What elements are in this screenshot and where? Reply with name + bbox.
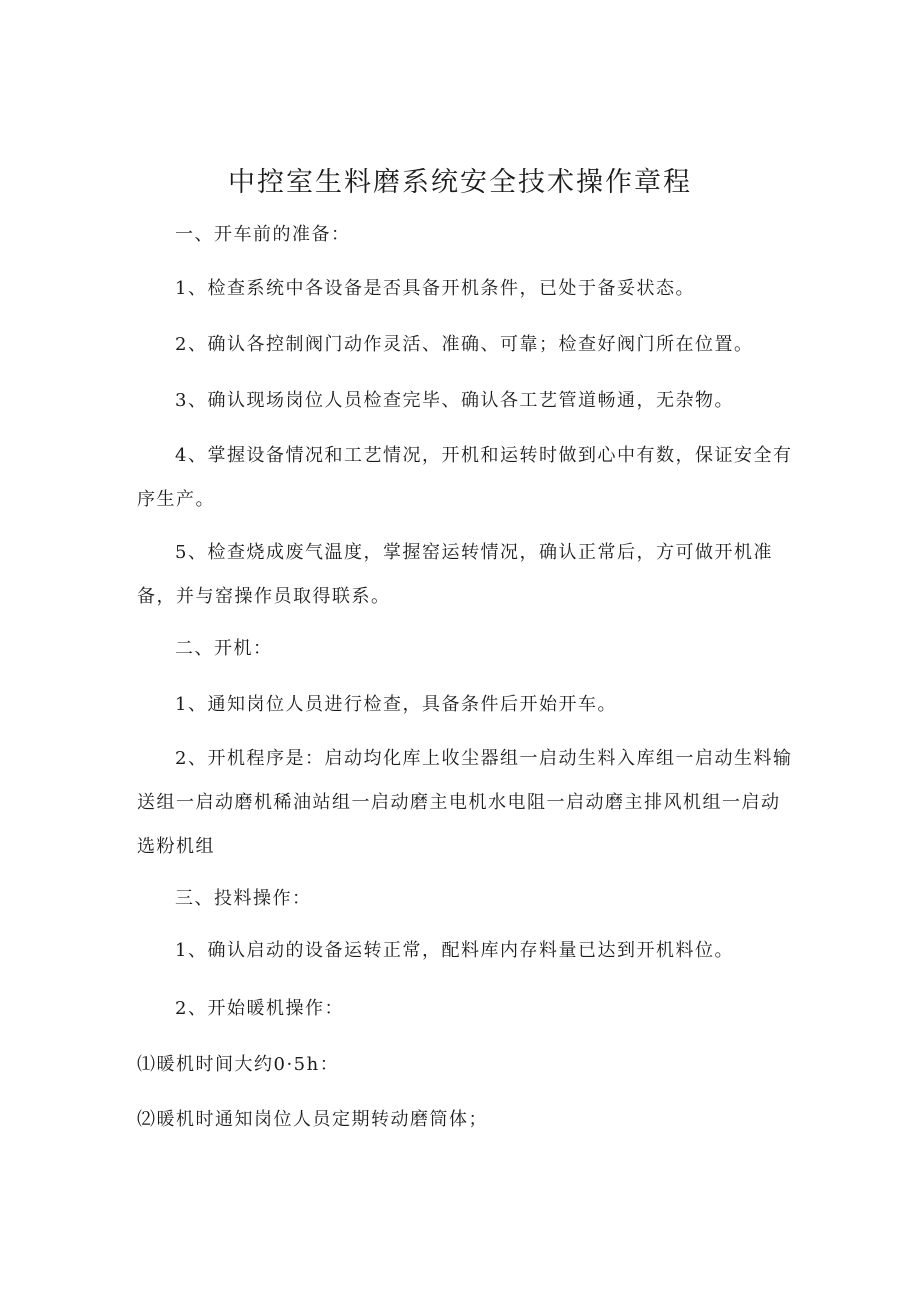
section-heading-prep: 一、开车前的准备： [175,224,351,245]
paragraph-feed-1: 1、确认启动的设备运转正常，配料库内存料量已达到开机料位。 [175,940,734,961]
paragraph-prep-1: 1、检查系统中各设备是否具备开机条件，已处于备妥状态。 [175,278,695,299]
document-title: 中控室生料磨系统安全技术操作章程 [228,167,692,198]
section-heading-feed: 三、投料操作： [175,888,312,909]
paragraph-prep-5: 5、检查烧成废气温度，掌握窑运转情况，确认正常后，方可做开机准备，并与窑操作员取得联系。 [137,542,773,607]
paragraph-start-2: 2、开机程序是：启动均化库上收尘器组一启动生料入库组一启动生料输送组一启动磨机稀油站组一启动磨主电机水电阻一启动磨主排风机组一启动选粉机组 [137,748,793,857]
paragraph-prep-4: 4、掌握设备情况和工艺情况，开机和运转时做到心中有数，保证安全有序生产。 [137,445,793,510]
paragraph-prep-2: 2、确认各控制阀门动作灵活、准确、可靠；检查好阀门所在位置。 [175,334,754,355]
section-heading-start: 二、开机： [175,638,273,659]
paragraph-feed-2: 2、开始暖机操作： [175,998,344,1019]
paragraph-prep-3: 3、确认现场岗位人员检查完毕、确认各工艺管道畅通，无杂物。 [175,390,734,411]
paragraph-feed-2-item-1: ⑴暖机时间大约0·5h： [137,1054,340,1075]
paragraph-feed-2-item-2: ⑵暖机时通知岗位人员定期转动磨筒体； [137,1109,488,1130]
paragraph-start-1: 1、通知岗位人员进行检查，具备条件后开始开车。 [175,694,617,715]
